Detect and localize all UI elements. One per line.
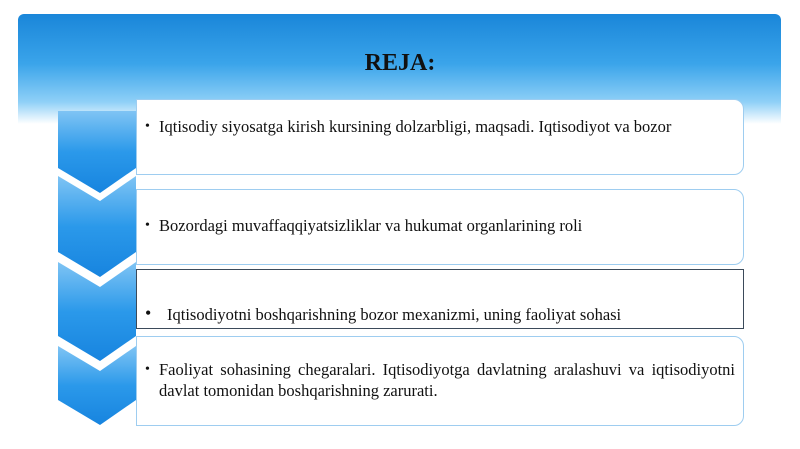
slide-title: REJA: (364, 50, 436, 76)
list-item-text: Faoliyat sohasining chegaralari. Iqtisodiyotga davlatning aralashuvi va iqtisodiyotni davlat tomonidan boshqarishning zarurati. (159, 360, 735, 400)
list-item (136, 189, 744, 265)
list-item-text: Bozordagi muvaffaqqiyatsizliklar va hukumat organlarining roli (159, 216, 583, 235)
bullet-icon: • (145, 362, 150, 377)
bullet-icon: • (145, 119, 150, 134)
chevron-1-shape (58, 111, 136, 193)
list-item (136, 269, 744, 329)
list-item (136, 336, 744, 426)
list-item-text: Iqtisodiy siyosatga kirish kursining dolzarbligi, maqsadi. Iqtisodiyot va bozor (159, 117, 672, 136)
bullet-icon: • (145, 218, 150, 233)
list-item (136, 99, 744, 175)
chevron-3-shape (58, 262, 136, 361)
bullet-icon: • (145, 303, 152, 323)
list-item-text: Iqtisodiyotni boshqarishning bozor mexanizmi, uning faoliyat sohasi (167, 305, 622, 324)
